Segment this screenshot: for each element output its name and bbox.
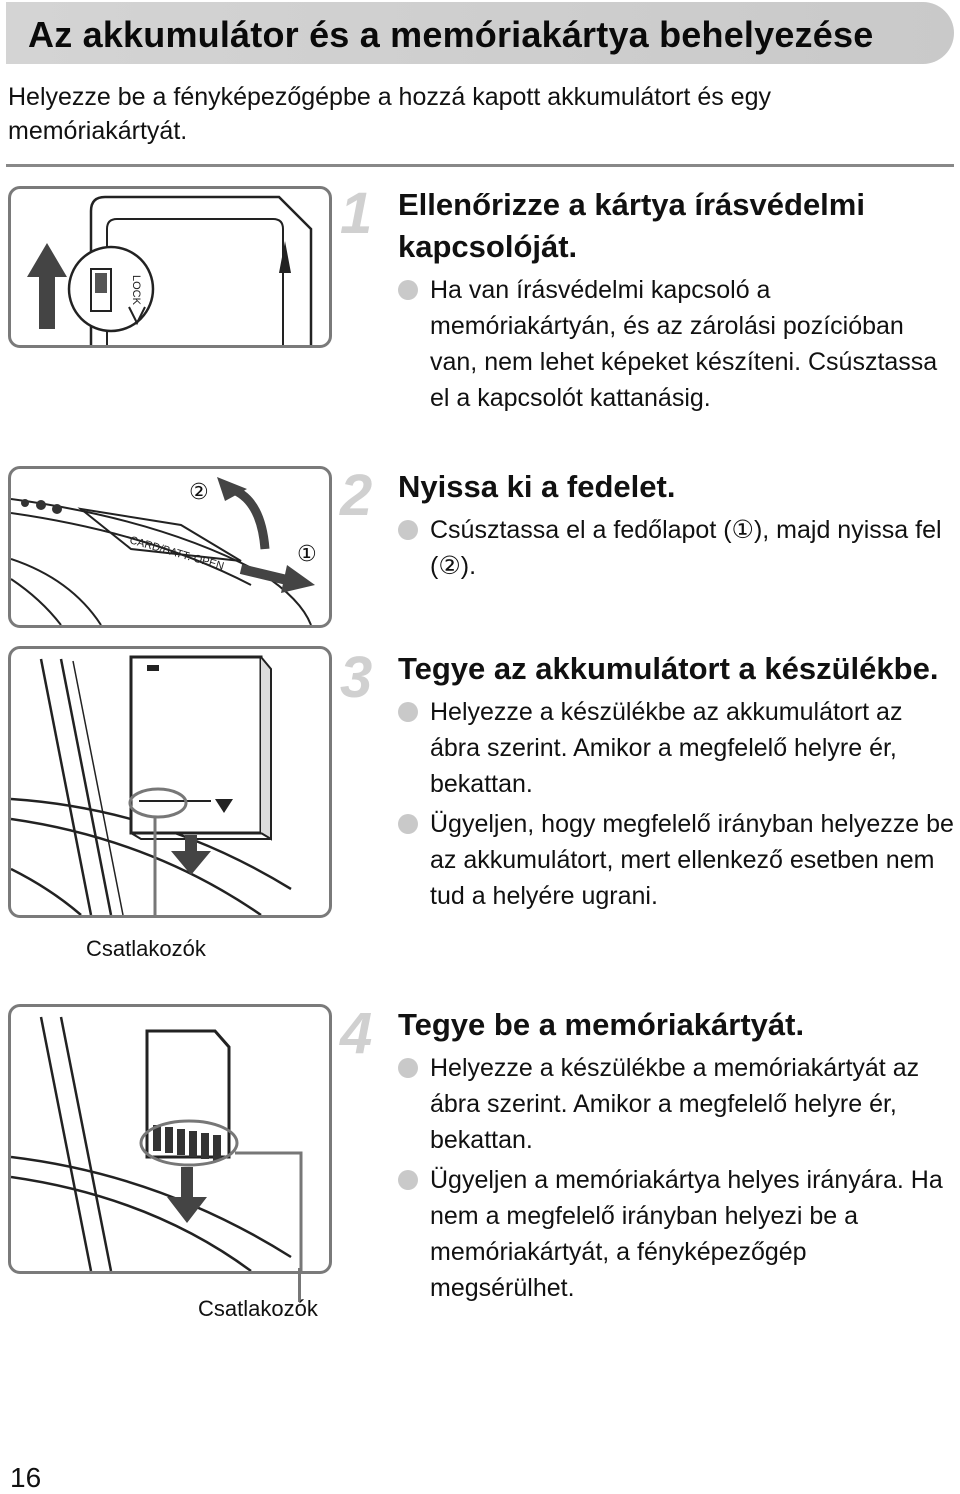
step-title: Nyissa ki a fedelet. — [398, 469, 676, 504]
page-number: 16 — [10, 1462, 42, 1493]
bullet-icon — [398, 702, 418, 722]
title-bar — [6, 2, 954, 64]
arrow-right-icon — [241, 569, 291, 581]
divider — [6, 164, 954, 167]
step-title: Ellenőrizze a kártya írásvédelmi kapcsolóját. — [398, 187, 865, 264]
marker-2: ② — [189, 480, 209, 505]
marker-1: ① — [297, 542, 317, 567]
page-title: Az akkumulátor és a memóriakártya behelyezése — [28, 14, 874, 55]
arrow-down-icon — [167, 1167, 207, 1223]
step-3 — [340, 645, 955, 914]
cover-label: CARD/BATT. OPEN — [128, 534, 226, 573]
figure-memory-card — [8, 1004, 332, 1274]
step-bullet: Ügyeljen, hogy megfelelő irányban helyezze be az akkumulátort, mert ellenkező esetben nem tud a helyére ugrani. — [430, 806, 955, 914]
step-bullet: Ügyeljen a memóriakártya helyes irányára. Ha nem a megfelelő irányban helyezi be a memóriakártyát, a fényképezőgép megsérülhet. — [430, 1162, 955, 1306]
step-title: Tegye be a memóriakártyát. — [398, 1007, 805, 1042]
arrow-down-icon — [171, 835, 211, 875]
step-2 — [340, 463, 955, 584]
step-1 — [340, 181, 955, 416]
step-4 — [340, 1001, 955, 1306]
arrow-up-icon — [27, 243, 67, 329]
step-bullet: Ha van írásvédelmi kapcsoló a memóriakártyán, és az zárolási pozícióban van, nem lehet képeket készíteni. Csúsztassa el a kapcsolót kattanásig. — [430, 272, 955, 416]
step-number: 2 — [340, 463, 373, 528]
step-number: 4 — [340, 1001, 373, 1066]
bullet-icon — [398, 814, 418, 834]
lock-label: LOCK — [130, 275, 142, 305]
step-number: 3 — [340, 645, 373, 710]
bullet-icon — [398, 280, 418, 300]
bullet-icon — [398, 1058, 418, 1078]
step-bullet: Helyezze a készülékbe az akkumulátort az ábra szerint. Amikor a megfelelő helyre ér, bekattan. — [430, 694, 955, 802]
triangle-icon — [279, 241, 291, 273]
callout-connectors-2: Csatlakozók — [198, 1296, 318, 1321]
figure-open-cover — [8, 466, 332, 628]
intro-text: Helyezze be a fényképezőgépbe a hozzá kapott akkumulátort és egy memóriakártyát. — [8, 83, 771, 145]
step-number: 1 — [340, 181, 373, 246]
curved-arrow-icon — [231, 489, 265, 549]
step-title: Tegye az akkumulátort a készülékbe. — [398, 651, 939, 686]
figure-card-lock — [8, 186, 332, 348]
step-bullet: Csúsztassa el a fedőlapot (①), majd nyissa fel (②). — [430, 512, 955, 584]
step-bullet: Helyezze a készülékbe a memóriakártyát az ábra szerint. Amikor a megfelelő helyre ér, bekattan. — [430, 1050, 955, 1158]
figure-battery — [8, 646, 332, 918]
bullet-icon — [398, 1170, 418, 1190]
bullet-icon — [398, 520, 418, 540]
callout-connectors-1: Csatlakozók — [86, 936, 206, 961]
battery — [131, 657, 261, 833]
